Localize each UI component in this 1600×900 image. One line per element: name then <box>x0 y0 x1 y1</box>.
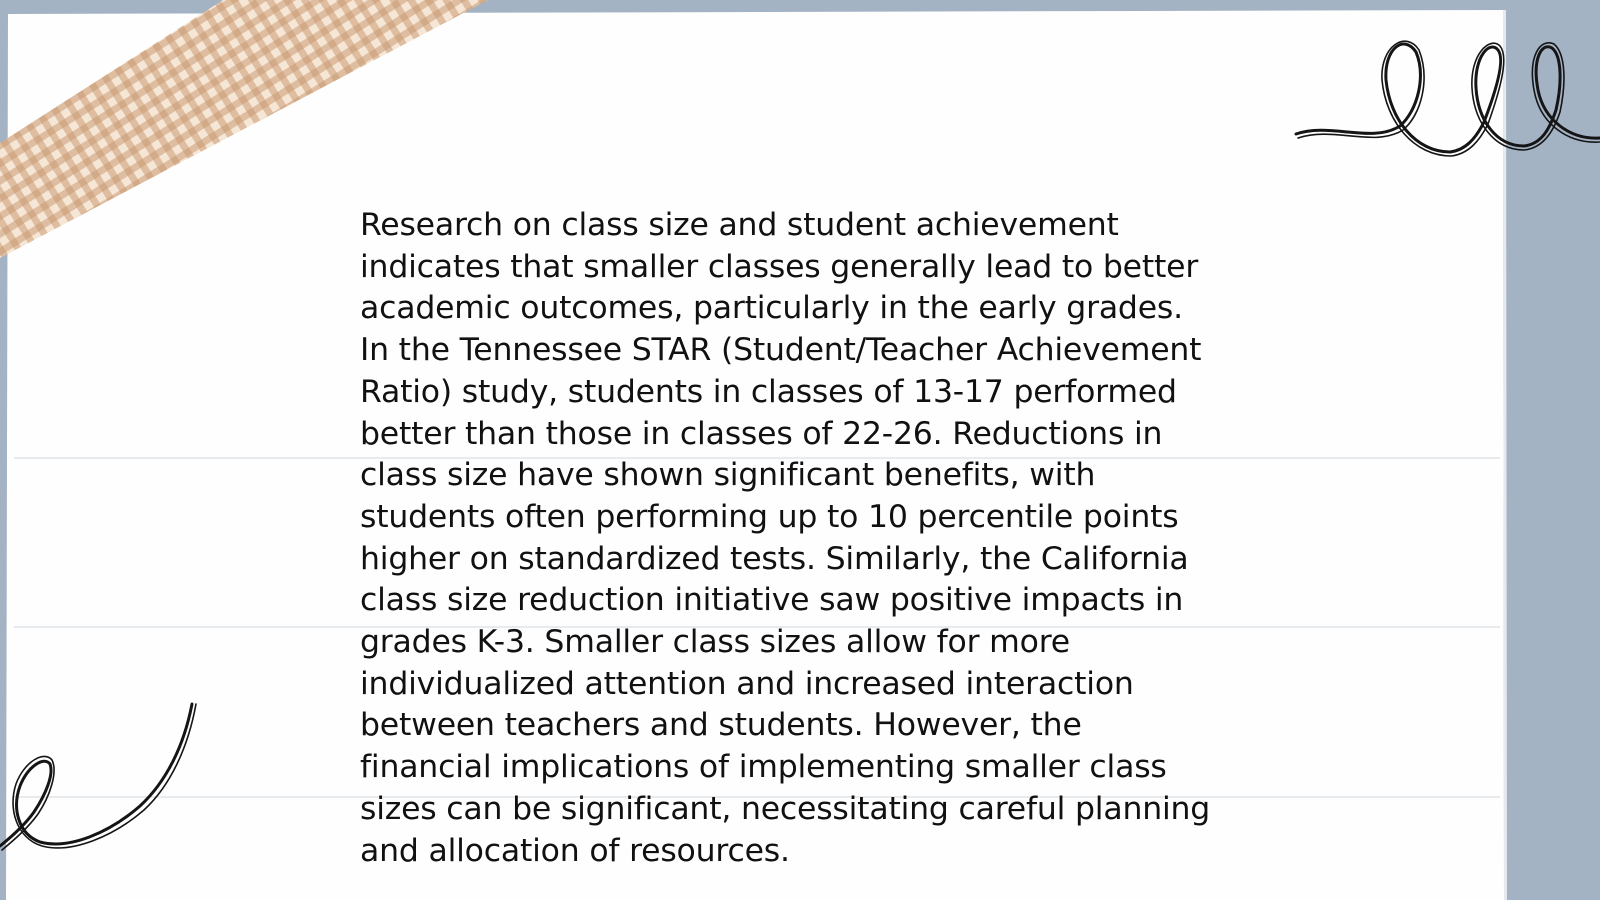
paragraph-line: individualized attention and increased interaction <box>360 665 1134 702</box>
paragraph-line: class size have shown significant benefits, with <box>360 457 1096 494</box>
paragraph-line: financial implications of implementing smaller class <box>360 749 1167 786</box>
paragraph-line: higher on standardized tests. Similarly, the California <box>360 540 1189 577</box>
paragraph-line: class size reduction initiative saw positive impacts in <box>360 582 1184 619</box>
body-paragraph <box>360 205 1260 872</box>
paragraph-line: indicates that smaller classes generally lead to better <box>360 248 1199 285</box>
paragraph-line: between teachers and students. However, the <box>360 707 1082 744</box>
paragraph-line: sizes can be significant, necessitating careful planning <box>360 790 1211 827</box>
paragraph-line: Ratio) study, students in classes of 13-17 performed <box>360 373 1177 410</box>
paragraph-line: better than those in classes of 22-26. Reductions in <box>360 415 1163 452</box>
paragraph-line: and allocation of resources. <box>360 832 790 869</box>
paragraph-line: Research on class size and student achievement <box>360 207 1119 243</box>
paragraph-line: academic outcomes, particularly in the early grades. <box>360 290 1183 327</box>
paragraph-line: students often performing up to 10 percentile points <box>360 498 1179 535</box>
paragraph-line: In the Tennessee STAR (Student/Teacher Achievement <box>360 332 1202 369</box>
paragraph-line: grades K-3. Smaller class sizes allow for more <box>360 624 1070 661</box>
